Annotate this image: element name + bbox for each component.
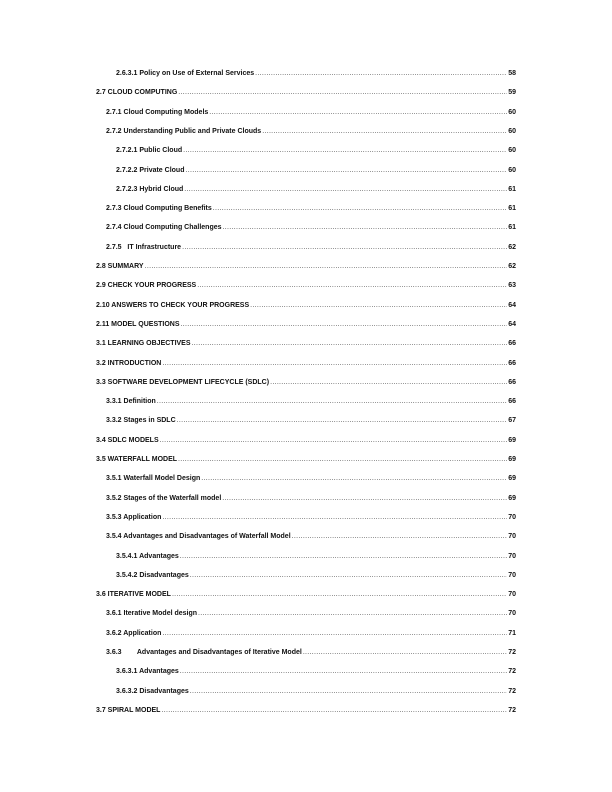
dot-leader <box>160 434 508 448</box>
toc-entry-page-number: 64 <box>508 320 516 328</box>
toc-entry[interactable] <box>96 453 516 467</box>
toc-entry[interactable] <box>96 434 516 448</box>
dot-leader <box>184 183 507 197</box>
toc-entry-page-number: 62 <box>508 263 516 270</box>
toc-entry[interactable] <box>96 279 516 293</box>
dot-leader <box>178 86 507 100</box>
toc-entry-title: 3.6.1 Iterative Model design <box>106 610 198 618</box>
dot-leader <box>172 588 507 602</box>
dot-leader <box>250 299 507 313</box>
toc-entry-title: 3.2 INTRODUCTION <box>96 359 162 367</box>
toc-entry-title: 3.4 SDLC MODELS <box>96 436 159 444</box>
toc-entry[interactable] <box>116 67 516 81</box>
toc-entry[interactable] <box>96 318 516 332</box>
toc-entry[interactable] <box>96 588 516 602</box>
toc-entry-page-number: 69 <box>508 456 516 463</box>
dot-leader <box>198 607 507 621</box>
toc-entry-title: 3.5.2 Stages of the Waterfall model <box>106 494 222 502</box>
dot-leader <box>162 357 507 371</box>
dot-leader <box>183 144 507 158</box>
toc-entry-page-number: 70 <box>508 552 516 560</box>
toc-entry[interactable] <box>116 164 516 178</box>
toc-entry-title: 3.5.1 Waterfall Model Design <box>106 475 201 483</box>
toc-entry[interactable] <box>106 646 516 660</box>
toc-entry-title: 3.6.3.1 Advantages <box>116 668 179 676</box>
toc-entry-title: 2.9 CHECK YOUR PROGRESS <box>96 282 197 290</box>
toc-entry-page-number: 71 <box>508 629 516 637</box>
toc-entry[interactable] <box>116 665 516 679</box>
toc-entry-page-number: 72 <box>508 687 516 695</box>
toc-entry-title: 3.6 ITERATIVE MODEL <box>96 591 171 599</box>
toc-entry[interactable] <box>96 86 516 100</box>
toc-entry[interactable] <box>116 144 516 158</box>
toc-entry-page-number: 70 <box>508 513 516 521</box>
dot-leader <box>192 337 508 351</box>
toc-entry-title: 2.7.4 Cloud Computing Challenges <box>106 224 222 232</box>
toc-entry-title: 2.11 MODEL QUESTIONS <box>96 320 180 328</box>
toc-entry-page-number: 66 <box>508 398 516 406</box>
dot-leader <box>201 472 507 486</box>
toc-entry-title: 2.10 ANSWERS TO CHECK YOUR PROGRESS <box>96 301 250 309</box>
toc-entry[interactable] <box>116 183 516 197</box>
dot-leader <box>190 685 507 699</box>
dot-leader <box>157 395 507 409</box>
toc-entry-page-number: 72 <box>508 706 516 714</box>
toc-entry-title: 2.7.2.3 Hybrid Cloud <box>116 185 184 193</box>
dot-leader <box>181 318 508 332</box>
toc-entry[interactable] <box>106 607 516 621</box>
toc-entry[interactable] <box>96 337 516 351</box>
toc-entry-page-number: 62 <box>508 243 516 251</box>
toc-entry-page-number: 61 <box>508 205 516 213</box>
toc-entry-page-number: 70 <box>508 591 516 599</box>
toc-entry-title: 3.5.4 Advantages and Disadvantages of Waterfall Model <box>106 533 291 541</box>
toc-entry[interactable] <box>106 530 516 544</box>
toc-entry-page-number: 63 <box>508 282 516 290</box>
toc-entry-title: 3.3.2 Stages in SDLC <box>106 417 176 425</box>
dot-leader <box>182 241 507 255</box>
toc-entry[interactable] <box>116 569 516 583</box>
dot-leader <box>178 453 507 467</box>
toc-entry-title: 3.5.4.1 Advantages <box>116 552 179 560</box>
dot-leader <box>222 492 507 506</box>
toc-entry-page-number: 66 <box>508 378 516 386</box>
toc-entry-page-number: 60 <box>508 166 516 174</box>
dot-leader <box>161 704 507 718</box>
toc-entry-title: 2.7.3 Cloud Computing Benefits <box>106 205 212 213</box>
toc-entry-title: 2.7.2 Understanding Public and Private Clouds <box>106 127 262 135</box>
toc-entry-title: 2.7.2.2 Private Cloud <box>116 166 185 174</box>
dot-leader <box>180 550 507 564</box>
toc-entry-page-number: 59 <box>508 89 516 97</box>
toc-entry-page-number: 69 <box>508 436 516 444</box>
toc-entry-page-number: 70 <box>508 571 516 579</box>
dot-leader <box>145 260 508 274</box>
dot-leader <box>262 125 507 139</box>
toc-entry-title: 2.7.5 IT Infrastructure <box>106 243 182 251</box>
dot-leader <box>270 376 507 390</box>
dot-leader <box>162 627 507 641</box>
dot-leader <box>177 414 508 428</box>
toc-entry[interactable] <box>106 202 516 216</box>
toc-entry[interactable] <box>116 550 516 564</box>
toc-entry-page-number: 66 <box>508 340 516 348</box>
toc-entry-title: 2.7.1 Cloud Computing Models <box>106 108 209 116</box>
toc-entry-page-number: 69 <box>508 475 516 483</box>
toc-entry[interactable] <box>96 260 516 274</box>
dot-leader <box>190 569 507 583</box>
toc-entry-page-number: 70 <box>508 610 516 618</box>
dot-leader <box>185 164 507 178</box>
toc-entry-title: 2.8 SUMMARY <box>96 263 144 270</box>
toc-entry-title: 3.6.3.2 Disadvantages <box>116 687 189 695</box>
toc-entry-page-number: 72 <box>508 668 516 676</box>
toc-entry[interactable] <box>106 106 516 120</box>
dot-leader <box>213 202 507 216</box>
toc-entry-title: 3.6.2 Application <box>106 629 162 637</box>
toc-entry[interactable] <box>106 492 516 506</box>
toc-entry-page-number: 69 <box>508 494 516 502</box>
dot-leader <box>209 106 507 120</box>
toc-entry[interactable] <box>116 685 516 699</box>
toc-entry[interactable] <box>106 627 516 641</box>
toc-entry-title: 3.7 SPIRAL MODEL <box>96 706 161 714</box>
dot-leader <box>180 665 507 679</box>
dot-leader <box>292 530 508 544</box>
toc-entry-page-number: 58 <box>508 70 516 77</box>
dot-leader <box>303 646 507 660</box>
toc-entry-title: 2.6.3.1 Policy on Use of External Services <box>116 70 255 77</box>
toc-entry[interactable] <box>106 125 516 139</box>
toc-entry[interactable] <box>106 472 516 486</box>
toc-entry[interactable] <box>96 704 516 718</box>
toc-entry-page-number: 72 <box>508 649 516 656</box>
toc-entry[interactable] <box>96 357 516 371</box>
toc-entry-title: 3.5.3 Application <box>106 513 162 521</box>
toc-entry-page-number: 61 <box>508 224 516 232</box>
toc-entry[interactable] <box>106 221 516 235</box>
toc-entry[interactable] <box>106 414 516 428</box>
toc-entry-title: 2.7 CLOUD COMPUTING <box>96 89 178 97</box>
toc-entry-page-number: 64 <box>508 301 516 309</box>
toc-entry-title: 3.1 LEARNING OBJECTIVES <box>96 340 191 348</box>
dot-leader <box>223 221 508 235</box>
toc-entry[interactable] <box>96 376 516 390</box>
toc-entry-page-number: 60 <box>508 127 516 135</box>
dot-leader <box>162 511 507 525</box>
toc-entry-title: 3.3 SOFTWARE DEVELOPMENT LIFECYCLE (SDLC) <box>96 378 270 386</box>
toc-entry-title: 3.6.3 Advantages and Disadvantages of Iterative Model <box>106 649 302 656</box>
dot-leader <box>197 279 507 293</box>
toc-entry[interactable] <box>96 299 516 313</box>
toc-entry-page-number: 61 <box>508 185 516 193</box>
toc-entry-page-number: 67 <box>508 417 516 425</box>
toc-entry[interactable] <box>106 511 516 525</box>
toc-entry-page-number: 66 <box>508 359 516 367</box>
toc-entry-title: 2.7.2.1 Public Cloud <box>116 147 183 155</box>
dot-leader <box>255 67 507 81</box>
toc-entry-page-number: 70 <box>508 533 516 541</box>
toc-entry-title: 3.5.4.2 Disadvantages <box>116 571 189 579</box>
toc-entry-page-number: 60 <box>508 147 516 155</box>
toc-entry[interactable] <box>106 395 516 409</box>
toc-entry[interactable] <box>106 241 516 255</box>
toc-entry-page-number: 60 <box>508 108 516 116</box>
toc-entry-title: 3.3.1 Definition <box>106 398 156 406</box>
toc-entry-title: 3.5 WATERFALL MODEL <box>96 456 178 463</box>
